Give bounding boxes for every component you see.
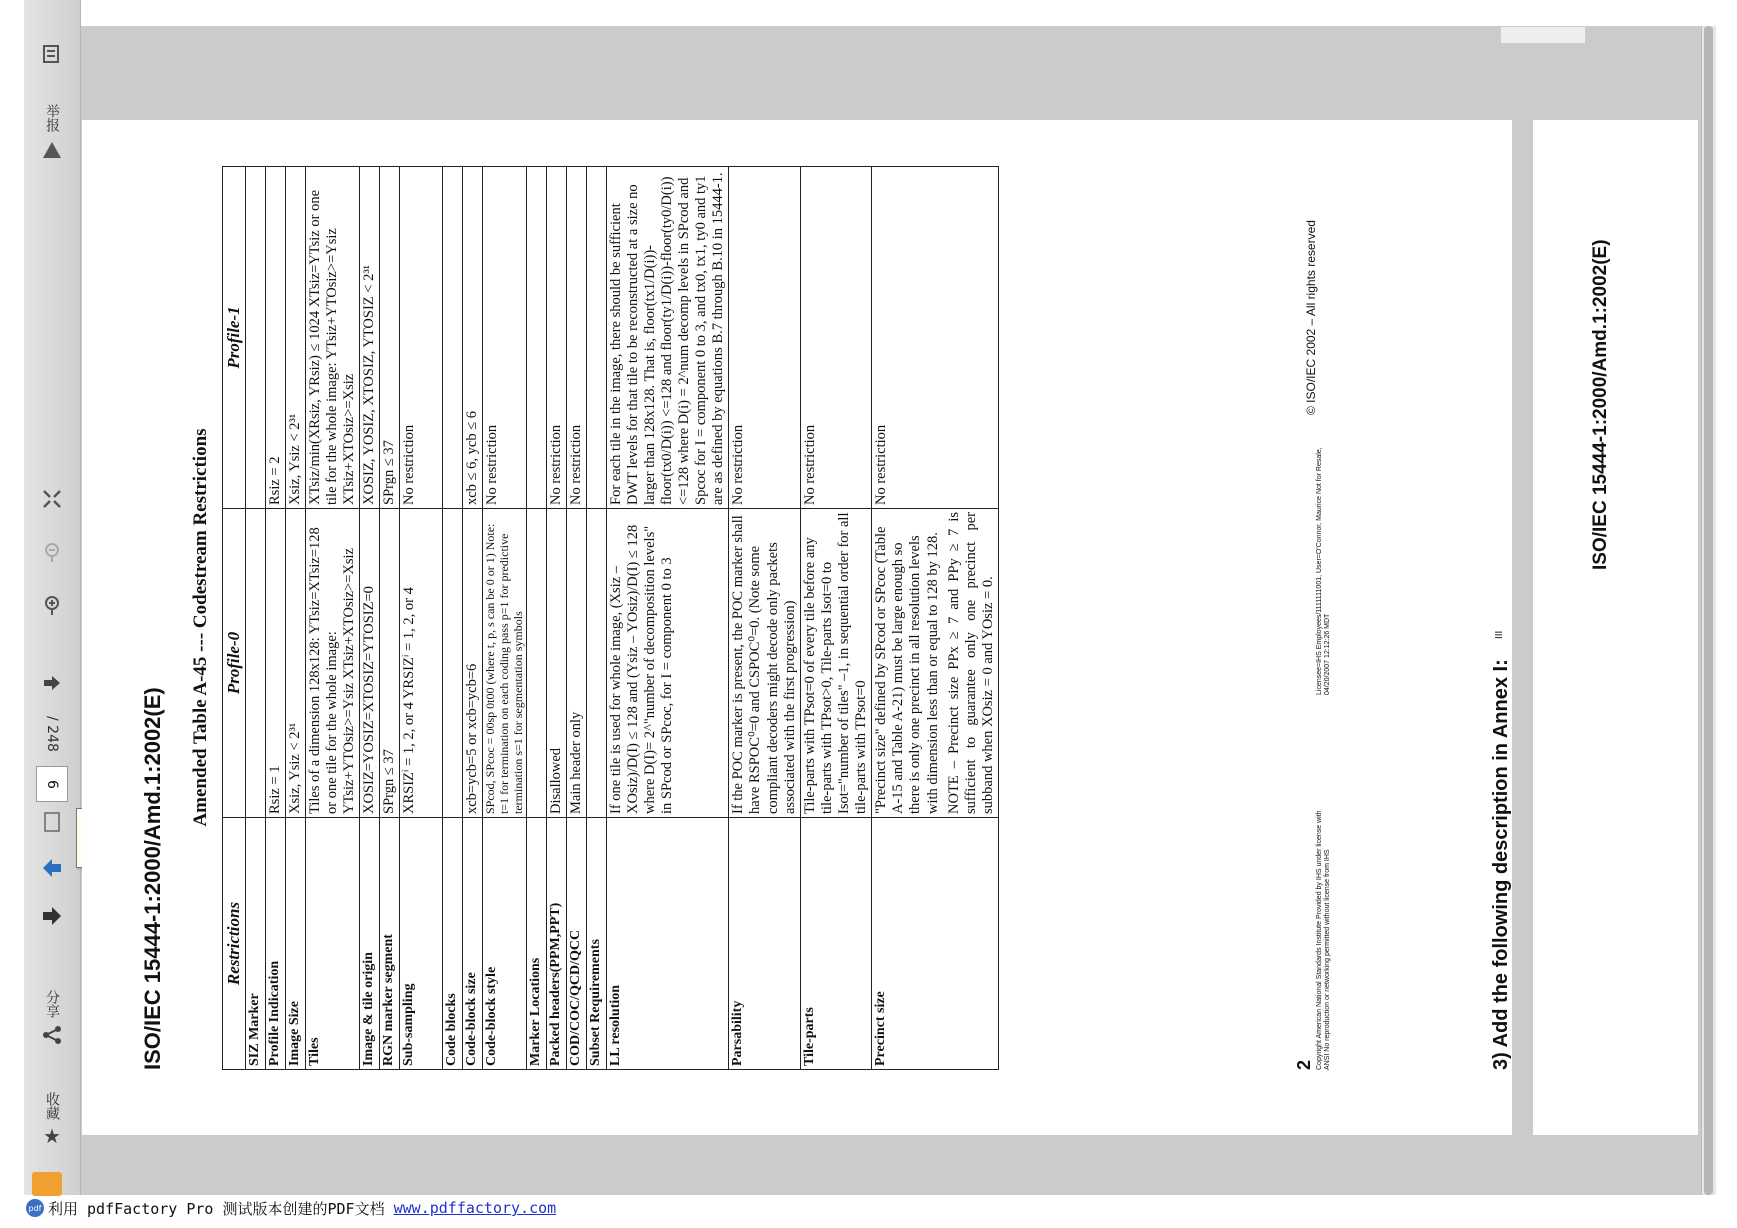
table-row <box>380 167 400 1070</box>
table-cell: Precinct size <box>872 818 999 1070</box>
pdf-page-next <box>1533 120 1698 1135</box>
zoom-out-icon[interactable] <box>28 537 76 567</box>
page-indicator <box>28 704 76 764</box>
next-page-button[interactable] <box>28 852 76 884</box>
table-cell: SPcod, SPcoc = 00sp 0t00 (where t, p, s can be 0 or 1) Note: t=1 for termination on each coding pass p=1 for predictive termination s=1 for segmentation symbols <box>482 509 526 818</box>
table-row <box>305 167 359 1070</box>
table-cell: For each tile in the image, there should be sufficient DWT levels for that tile to be reconstructed at a size no larger than 128x128. That is, floor(tx1/D(i))-floor(tx0/D(i)) <=128 and floor(ty1/D(i))-floor(ty0/D(i)) <=128 where D(i) = 2^num decomp levels in SPcod and Spcoc for I = component 0 to 3, and tx0, tx1, ty0 and ty1 are as defined by equations B.7 through B.10 in 15444-1. <box>606 167 729 509</box>
share-button[interactable] <box>28 978 76 1058</box>
table-row <box>265 167 285 1070</box>
table-cell: Sub-sampling <box>400 818 443 1070</box>
last-page-arrow-icon[interactable] <box>28 668 76 698</box>
table-cell: No restriction <box>872 167 999 509</box>
favorite-button[interactable] <box>28 1080 76 1160</box>
precinct-text: "Precinct size" defined by SPcod or SPcoc (Table A-15 and Table A-21) must be large enough so there is only one precinct in all resolution levels with dimension less than or equal to 128 by 128. <box>873 526 941 814</box>
table-cell: If one tile is used for whole image, (Xsiz – XOsiz)/D(I) ≤ 128 and (Ysiz – YOsiz)/D(I) ≤ 128 where D(I)= 2^"number of decomposition levels" in SPcod or SPcoc, for I = component 0 to 3 <box>606 509 729 818</box>
section-label: Marker Locations <box>527 818 547 1070</box>
favorite-label: 收藏 <box>44 1092 60 1120</box>
table-cell: Tiles <box>305 818 359 1070</box>
table-cell: No restriction <box>800 167 871 509</box>
table-header-row <box>223 167 246 1070</box>
table-title: Amended Table A-45 --- Codestream Restrictions <box>190 428 211 827</box>
table-cell: Code-block style <box>482 818 526 1070</box>
table-cell: Code-block size <box>462 818 482 1070</box>
page-total: / 248 <box>44 716 60 752</box>
table-cell: No restriction <box>482 167 526 509</box>
table-cell: XOSIZ, YOSIZ, XTOSIZ, YTOSIZ < 2³¹ <box>360 167 380 509</box>
page-content-next <box>1533 120 1698 1135</box>
table-row <box>360 167 380 1070</box>
table-cell: Image & tile origin <box>360 818 380 1070</box>
table-cell: No restriction <box>566 167 586 509</box>
scrollbar-thumb[interactable] <box>1704 26 1713 1195</box>
table-cell: xcb ≤ 6, ycb ≤ 6 <box>462 167 482 509</box>
precinct-note: NOTE – Precinct size PPx ≥ 7 and PPy ≥ 7 is sufficient to guarantee only one precinct per subband when XOsiz = 0 and YOsiz = 0. <box>945 512 996 814</box>
table-cell: Tile-parts <box>800 818 871 1070</box>
restrictions-table <box>222 166 999 1070</box>
fit-page-icon[interactable] <box>28 484 76 514</box>
table-cell: Xsiz, Ysiz < 2³¹ <box>285 167 305 509</box>
footer-middle: Licensee=IHS Employees/1111111001, User=O'Connor, Maurice Not for Resale, 04/20/2007 12:12:26 MDT <box>1316 447 1332 695</box>
footer-left: Copyright American National Standards Institute Provided by IHS under license with ANSI No reproduction or networking permitted without license from IHS <box>1316 810 1332 1070</box>
viewer-toolbar <box>24 0 81 1195</box>
star-icon: ★ <box>43 1124 61 1148</box>
copyright: © ISO/IEC 2002 – All rights reserved <box>1304 220 1318 415</box>
share-icon <box>41 1024 63 1046</box>
table-cell: RGN marker segment <box>380 818 400 1070</box>
section-row <box>587 167 607 1070</box>
section-label: SIZ Marker <box>246 818 266 1070</box>
table-cell: Main header only <box>566 509 586 818</box>
table-cell: XOSIZ=YOSIZ=XTOSIZ=YTOSIZ=0 <box>360 509 380 818</box>
page-number-value: 6 <box>44 779 60 789</box>
next-section-heading: 3) Add the following description in Annex I: <box>1490 659 1512 1070</box>
section-row <box>246 167 266 1070</box>
column-header: Profile-1 <box>223 167 246 509</box>
share-label: 分享 <box>44 990 60 1018</box>
table-cell <box>443 167 463 509</box>
table-row <box>400 167 443 1070</box>
table-cell: XTsiz/min(XRsiz, YRsiz) ≤ 1024 XTsiz=YTsiz or one tile for the whole image: YTsiz+YTOsiz>=Ysiz XTsiz+XTOsiz>=Xsiz <box>305 167 359 509</box>
table-cell: Image Size <box>285 818 305 1070</box>
warning-icon <box>41 140 63 160</box>
more-icon[interactable] <box>28 40 76 70</box>
table-row <box>606 167 729 1070</box>
arrow-up-icon <box>39 855 65 881</box>
table-row <box>872 167 999 1070</box>
table-cell: COD/COC/QCD/QCC <box>566 818 586 1070</box>
zoom-in-icon[interactable] <box>28 590 76 620</box>
top-strip <box>0 0 1737 26</box>
table-cell <box>587 509 607 818</box>
table-cell: No restriction <box>729 167 800 509</box>
table-cell: Xsiz, Ysiz < 2³¹ <box>285 509 305 818</box>
table-cell <box>587 167 607 509</box>
table-row <box>566 167 586 1070</box>
table-cell <box>527 167 547 509</box>
table-cell: Tile-parts with TPsot=0 of every tile before any tile-parts with TPsot>0, Tile-parts Isot=0 to Isot="number of tiles" –1, in sequential order for all tile-parts with TPsot=0 <box>800 509 871 818</box>
table-cell: Packed headers(PPM,PPT) <box>546 818 566 1070</box>
section-row <box>443 167 463 1070</box>
previous-page-button[interactable] <box>28 900 76 932</box>
page-content <box>82 120 1512 1135</box>
table-cell: xcb=ycb=5 or xcb=ycb=6 <box>462 509 482 818</box>
table-cell: If the POC marker is present, the POC marker shall have RSPOC⁰=0 and CSPOC⁰=0. (Note some compliant decoders might decode only packets associated with the first progression) <box>729 509 800 818</box>
top-right-widget <box>1500 26 1586 44</box>
table-cell: XRSIZⁱ = 1, 2, or 4 YRSIZⁱ = 1, 2, or 4 <box>400 509 443 818</box>
page-icon[interactable] <box>28 808 76 836</box>
table-row <box>482 167 526 1070</box>
page-number-input[interactable] <box>36 766 68 802</box>
table-row <box>546 167 566 1070</box>
report-button[interactable] <box>28 92 76 172</box>
page-marker: III <box>1494 630 1505 639</box>
table-cell: Disallowed <box>546 509 566 818</box>
table-cell <box>443 509 463 818</box>
table-row <box>285 167 305 1070</box>
document-header: ISO/IEC 15444-1:2000/Amd.1:2002(E) <box>140 687 165 1070</box>
table-cell <box>246 509 266 818</box>
vertical-scrollbar[interactable] <box>1701 26 1716 1195</box>
column-header: Restrictions <box>223 818 246 1070</box>
table-cell: Tiles of a dimension 128x128: YTsiz=XTsiz=128 or one tile for the whole image: YTsiz+YTOsiz>=Ysiz XTsiz+XTOsiz>=Xsiz <box>305 509 359 818</box>
table-cell: Profile Indication <box>265 818 285 1070</box>
pdf-page <box>82 120 1512 1135</box>
watermark-text: 利用 pdfFactory Pro 测试版本创建的PDF文档 <box>48 1199 385 1218</box>
pdf-icon: pdf <box>26 1199 44 1217</box>
watermark-link[interactable]: www.pdffactory.com <box>393 1199 557 1217</box>
page-number: 2 <box>1294 1059 1314 1070</box>
table-cell: Rsiz = 2 <box>265 167 285 509</box>
pdffactory-watermark <box>26 1196 556 1220</box>
table-cell <box>872 509 999 818</box>
table-cell: SPrgn ≤ 37 <box>380 167 400 509</box>
table-row <box>800 167 871 1070</box>
table-cell: Rsiz = 1 <box>265 509 285 818</box>
table-row <box>462 167 482 1070</box>
section-label: Code blocks <box>443 818 463 1070</box>
table-cell: No restriction <box>400 167 443 509</box>
document-header-next: ISO/IEC 15444-1:2000/Amd.1:2002(E) <box>1590 239 1611 570</box>
section-row <box>527 167 547 1070</box>
column-header: Profile-0 <box>223 509 246 818</box>
table-cell <box>527 509 547 818</box>
orange-badge <box>32 1172 62 1196</box>
table-cell: No restriction <box>546 167 566 509</box>
report-label: 举报 <box>44 104 60 132</box>
table-cell: Parsability <box>729 818 800 1070</box>
table-cell: SPrgn ≤ 37 <box>380 509 400 818</box>
table-cell <box>246 167 266 509</box>
section-label: Subset Requirements <box>587 818 607 1070</box>
table-row <box>729 167 800 1070</box>
arrow-down-icon <box>39 903 65 929</box>
table-cell: LL resolution <box>606 818 729 1070</box>
